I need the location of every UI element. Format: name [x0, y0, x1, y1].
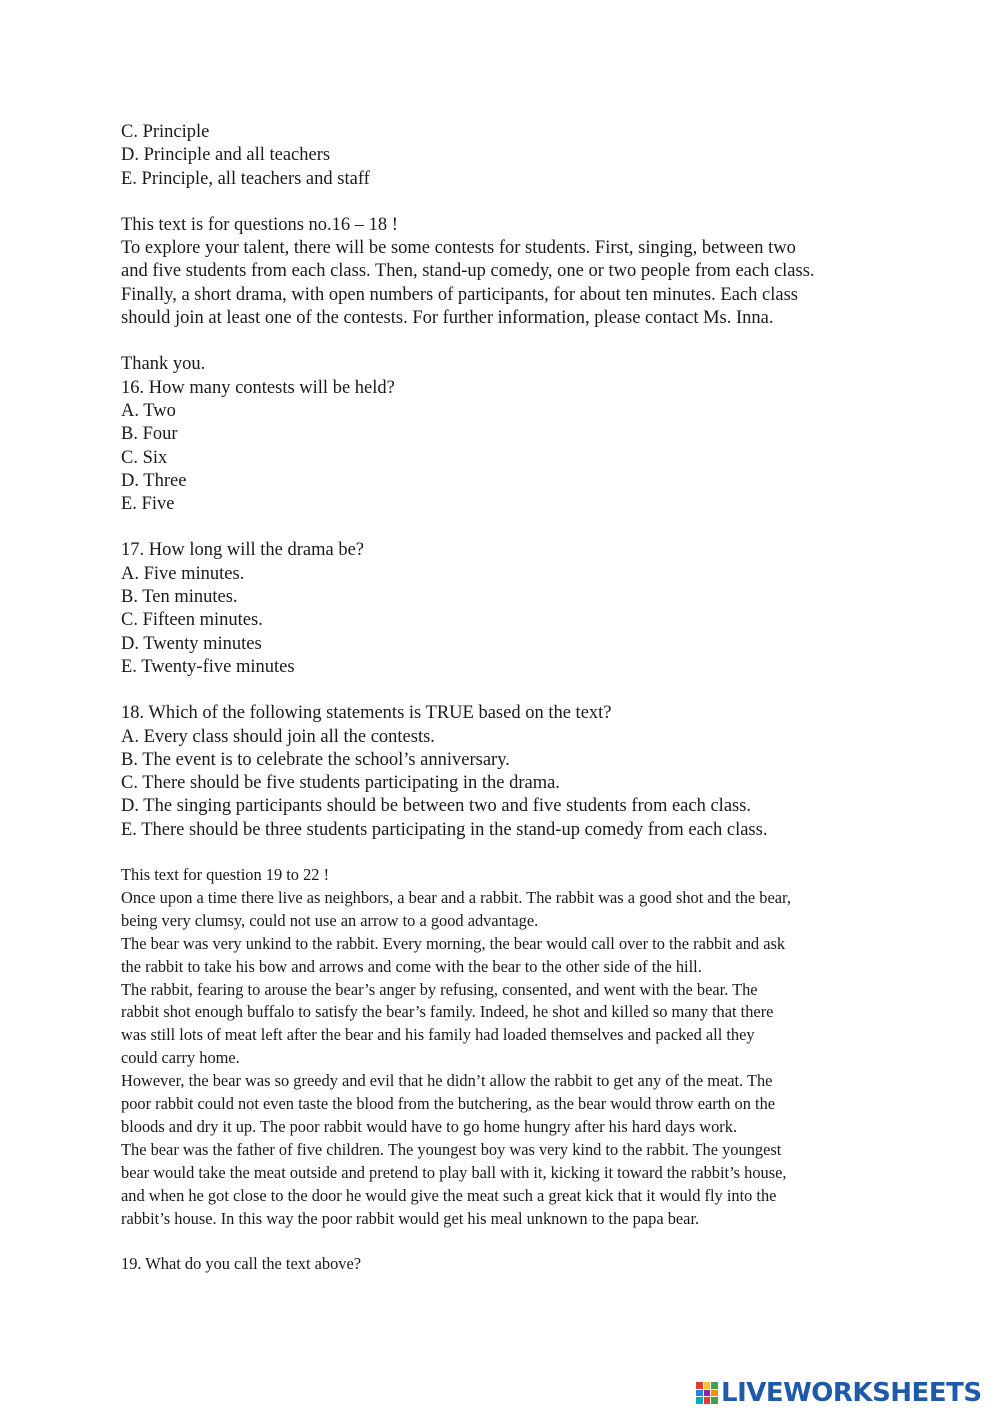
text-line: However, the bear was so greedy and evil that he didn’t allow the rabbit to get any of the meat. The [121, 1071, 773, 1091]
option: E. Twenty-five minutes [121, 656, 295, 677]
worksheet-page [121, 121, 891, 1275]
text-line: poor rabbit could not even taste the blood from the butchering, as the bear would throw earth on the [121, 1094, 776, 1114]
option: E. Five [121, 494, 175, 515]
text-line: The rabbit, fearing to arouse the bear’s anger by refusing, consented, and went with the bear. The [121, 979, 758, 999]
option: A. Every class should join all the contests. [121, 726, 435, 747]
option: B. Four [121, 424, 178, 445]
text-line: bloods and dry it up. The poor rabbit would have to go home hungry after his hard days work. [121, 1116, 738, 1136]
option: C. Fifteen minutes. [121, 610, 263, 631]
text-line: Finally, a short drama, with open numbers of participants, for about ten minutes. Each class [121, 284, 798, 305]
text-line: This text for question 19 to 22 ! [121, 865, 330, 885]
option: E. There should be three students participating in the stand-up comedy from each class. [121, 819, 768, 840]
option: B. Ten minutes. [121, 587, 238, 608]
text-line: bear would take the meat outside and pretend to play ball with it, kicking it toward the rabbit’s house, [121, 1162, 787, 1182]
text-line: C. Principle [121, 122, 210, 142]
text-line: and when he got close to the door he would give the meat such a great kick that it would fly into the [121, 1185, 777, 1205]
logo-grid-icon [696, 1382, 718, 1404]
text-line: Thank you. [121, 354, 206, 375]
question-16: 16. How many contests will be held? [121, 377, 395, 398]
question-19: 19. What do you call the text above? [121, 1253, 362, 1273]
text-line: should join at least one of the contests. For further information, please contact Ms. Inna. [121, 308, 774, 329]
option: D. The singing participants should be between two and five students from each class. [121, 796, 752, 817]
text-line: rabbit’s house. In this way the poor rabbit would get his meal unknown to the papa bear. [121, 1208, 700, 1228]
option: A. Five minutes. [121, 563, 245, 584]
text-line: The bear was very unkind to the rabbit. Every morning, the bear would call over to the rabbit and ask [121, 933, 786, 953]
question-18: 18. Which of the following statements is TRUE based on the text? [121, 703, 612, 724]
text-line: The bear was the father of five children. The youngest boy was very kind to the rabbit. The youngest [121, 1139, 782, 1159]
liveworksheets-logo[interactable] [696, 1378, 982, 1408]
option: D. Three [121, 470, 187, 491]
option: D. Twenty minutes [121, 633, 262, 654]
question-17: 17. How long will the drama be? [121, 540, 365, 561]
text-line: D. Principle and all teachers [121, 145, 331, 166]
option: B. The event is to celebrate the school’s anniversary. [121, 749, 510, 770]
text-line: was still lots of meat left after the bear and his family had loaded themselves and packed all they [121, 1025, 755, 1045]
brand-name: LIVEWORKSHEETS [721, 1378, 982, 1408]
text-line: This text is for questions no.16 – 18 ! [121, 214, 398, 235]
text-line: To explore your talent, there will be some contests for students. First, singing, between two [121, 238, 796, 259]
option: A. Two [121, 400, 176, 421]
option: C. Six [121, 447, 168, 468]
text-line: the rabbit to take his bow and arrows and come with the bear to the other side of the hill. [121, 956, 702, 976]
text-line: being very clumsy, could not use an arrow to a good advantage. [121, 910, 539, 930]
text-line: and five students from each class. Then, stand-up comedy, one or two people from each class. [121, 261, 815, 282]
text-line: Once upon a time there live as neighbors, a bear and a rabbit. The rabbit was a good shot and the bear, [121, 887, 791, 907]
text-line: could carry home. [121, 1048, 240, 1068]
text-line: rabbit shot enough buffalo to satisfy the bear’s family. Indeed, he shot and killed so many that there [121, 1002, 774, 1022]
option: C. There should be five students participating in the drama. [121, 773, 560, 794]
text-line: E. Principle, all teachers and staff [121, 168, 370, 189]
